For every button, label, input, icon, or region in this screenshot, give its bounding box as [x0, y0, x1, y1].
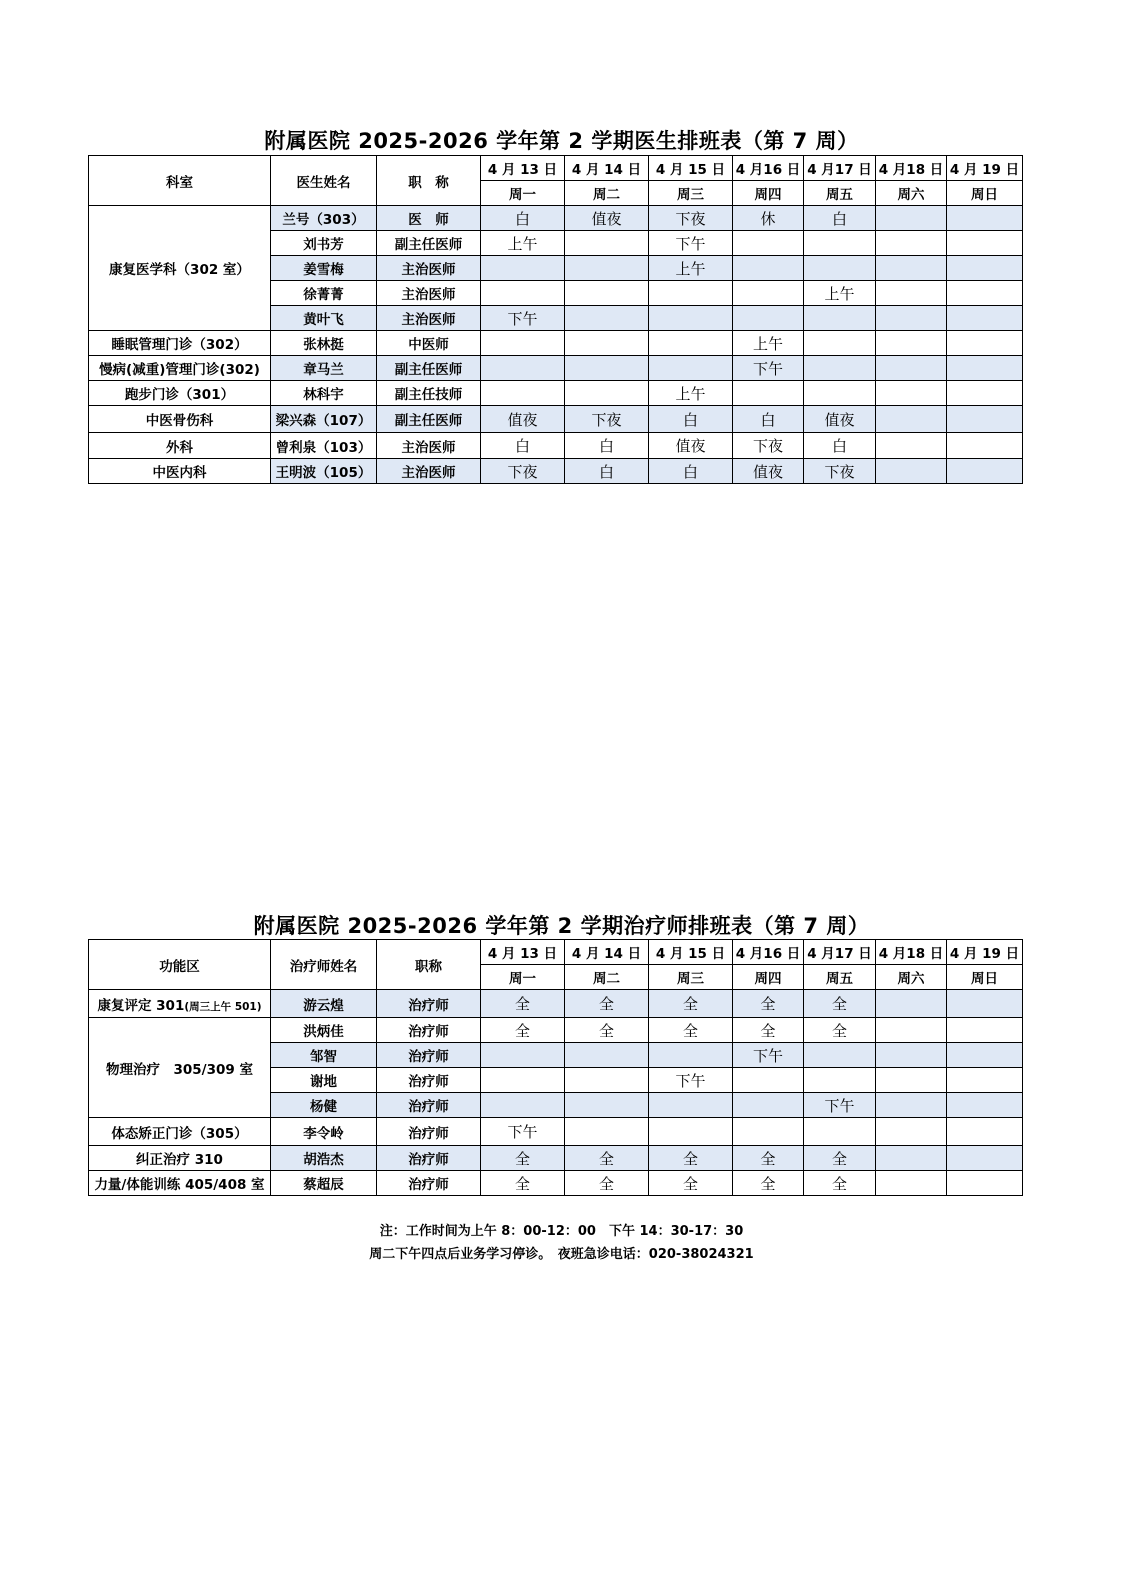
shift-cell: [481, 256, 565, 281]
shift-cell: 全: [481, 1146, 565, 1171]
shift-cell: 全: [565, 1171, 649, 1196]
date-header: 4 月 15 日: [649, 940, 733, 965]
date-header: 4 月17 日: [804, 940, 876, 965]
date-header: 4 月 14 日: [565, 156, 649, 181]
shift-cell: [947, 1018, 1023, 1043]
staff-name-cell: 蔡超辰: [271, 1171, 377, 1196]
schedule-row: [89, 1118, 1023, 1146]
staff-title-cell: 治疗师: [377, 1018, 481, 1043]
shift-cell: [733, 1118, 804, 1146]
shift-cell: [876, 433, 947, 459]
shift-cell: 上午: [649, 381, 733, 406]
shift-cell: [565, 306, 649, 331]
schedule-row: [89, 406, 1023, 433]
shift-cell: 白: [649, 406, 733, 433]
staff-name-cell: 徐菁菁: [271, 281, 377, 306]
shift-cell: [876, 281, 947, 306]
shift-cell: [481, 331, 565, 356]
header-row-dates: [89, 156, 1023, 181]
header-dept: 功能区: [89, 940, 271, 990]
shift-cell: 上午: [733, 331, 804, 356]
staff-title-cell: 中医师: [377, 331, 481, 356]
schedule-row: [89, 1171, 1023, 1196]
schedule-row: [89, 1146, 1023, 1171]
department-cell: [89, 206, 271, 331]
shift-cell: 白: [649, 459, 733, 484]
department-label: 外科: [166, 439, 193, 456]
doctor-schedule-title: 附属医院 2025-2026 学年第 2 学期医生排班表（第 7 周）: [264, 129, 859, 153]
shift-cell: [804, 381, 876, 406]
shift-cell: [804, 1068, 876, 1093]
staff-title-cell: 主治医师: [377, 281, 481, 306]
staff-name-cell: 邹智: [271, 1043, 377, 1068]
shift-cell: [649, 306, 733, 331]
staff-name-cell: 黄叶飞: [271, 306, 377, 331]
schedule-row: [89, 206, 1023, 231]
shift-cell: [804, 331, 876, 356]
shift-cell: 下午: [733, 1043, 804, 1068]
shift-cell: 白: [733, 406, 804, 433]
shift-cell: [733, 381, 804, 406]
header-name: 治疗师姓名: [271, 940, 377, 990]
shift-cell: [876, 1171, 947, 1196]
shift-cell: 全: [565, 1018, 649, 1043]
staff-name-cell: 王明波（105）: [271, 459, 377, 484]
staff-name-cell: 谢地: [271, 1068, 377, 1093]
staff-name-cell: 曾利泉（103）: [271, 433, 377, 459]
shift-cell: [481, 281, 565, 306]
shift-cell: [804, 356, 876, 381]
shift-cell: 全: [481, 990, 565, 1018]
shift-cell: 白: [481, 433, 565, 459]
header-title: 职称: [377, 940, 481, 990]
department-note: (周三上午 501): [184, 1000, 262, 1013]
weekday-header: 周日: [947, 965, 1023, 990]
shift-cell: 全: [481, 1171, 565, 1196]
staff-name-cell: 刘书芳: [271, 231, 377, 256]
shift-cell: [947, 1093, 1023, 1118]
shift-cell: [876, 381, 947, 406]
shift-cell: [565, 331, 649, 356]
department-label: 慢病(减重)管理门诊(302): [99, 362, 260, 378]
staff-name-cell: 兰号（303）: [271, 206, 377, 231]
date-header: 4 月 19 日: [947, 156, 1023, 181]
shift-cell: [649, 1043, 733, 1068]
department-label: 睡眠管理门诊（302）: [111, 337, 248, 353]
staff-name-cell: 李令岭: [271, 1118, 377, 1146]
shift-cell: [947, 231, 1023, 256]
shift-cell: [947, 459, 1023, 484]
header-title: 职 称: [377, 156, 481, 206]
shift-cell: 下夜: [481, 459, 565, 484]
weekday-header: 周五: [804, 965, 876, 990]
emergency-phone-note: 周二下午四点后业务学习停诊。 夜班急诊电话：020-38024321: [369, 1247, 754, 1262]
working-hours-note: 注：工作时间为上午 8：00-12：00 下午 14：30-17：30: [379, 1224, 744, 1239]
shift-cell: 下夜: [649, 206, 733, 231]
shift-cell: [481, 381, 565, 406]
shift-cell: [565, 256, 649, 281]
department-label: 纠正治疗 310: [136, 1152, 223, 1168]
shift-cell: 全: [733, 1171, 804, 1196]
header-name: 医生姓名: [271, 156, 377, 206]
shift-cell: 全: [804, 1171, 876, 1196]
shift-cell: 下夜: [804, 459, 876, 484]
header-dept: 科室: [89, 156, 271, 206]
shift-cell: [876, 331, 947, 356]
shift-cell: 全: [565, 990, 649, 1018]
shift-cell: 全: [481, 1018, 565, 1043]
shift-cell: [733, 1068, 804, 1093]
shift-cell: [804, 306, 876, 331]
shift-cell: [804, 256, 876, 281]
shift-cell: 值夜: [565, 206, 649, 231]
doctor-schedule-table: [88, 155, 1023, 484]
shift-cell: [565, 356, 649, 381]
shift-cell: [947, 381, 1023, 406]
shift-cell: [733, 306, 804, 331]
staff-name-cell: 林科宇: [271, 381, 377, 406]
weekday-header: 周三: [649, 181, 733, 206]
department-label: 跑步门诊（301）: [124, 387, 235, 403]
staff-title-cell: 治疗师: [377, 1171, 481, 1196]
shift-cell: [947, 1118, 1023, 1146]
date-header: 4 月18 日: [876, 156, 947, 181]
schedule-row: [89, 331, 1023, 356]
shift-cell: 全: [804, 1146, 876, 1171]
shift-cell: 全: [565, 1146, 649, 1171]
weekday-header: 周五: [804, 181, 876, 206]
staff-title-cell: 主治医师: [377, 256, 481, 281]
weekday-header: 周一: [481, 181, 565, 206]
shift-cell: [565, 1093, 649, 1118]
schedule-row: [89, 1018, 1023, 1043]
shift-cell: [733, 281, 804, 306]
shift-cell: [565, 231, 649, 256]
department-cell: [89, 331, 271, 356]
shift-cell: [733, 1093, 804, 1118]
staff-title-cell: 副主任技师: [377, 381, 481, 406]
shift-cell: [876, 306, 947, 331]
shift-cell: 上午: [804, 281, 876, 306]
schedule-row: [89, 356, 1023, 381]
shift-cell: 全: [649, 1018, 733, 1043]
shift-cell: [733, 231, 804, 256]
shift-cell: [876, 459, 947, 484]
shift-cell: [876, 256, 947, 281]
shift-cell: [649, 356, 733, 381]
staff-title-cell: 治疗师: [377, 1043, 481, 1068]
department-label: 中医骨伤科: [145, 413, 214, 429]
shift-cell: 下夜: [565, 406, 649, 433]
shift-cell: 白: [804, 433, 876, 459]
shift-cell: [649, 1093, 733, 1118]
weekday-header: 周三: [649, 965, 733, 990]
date-header: 4 月 13 日: [481, 156, 565, 181]
shift-cell: [804, 1118, 876, 1146]
staff-title-cell: 治疗师: [377, 1068, 481, 1093]
header-row-dates: [89, 940, 1023, 965]
shift-cell: [481, 1068, 565, 1093]
staff-title-cell: 治疗师: [377, 1093, 481, 1118]
shift-cell: 下午: [649, 1068, 733, 1093]
shift-cell: [649, 281, 733, 306]
shift-cell: [876, 231, 947, 256]
department-cell: [89, 381, 271, 406]
shift-cell: 下午: [481, 1118, 565, 1146]
shift-cell: 全: [804, 1018, 876, 1043]
staff-title-cell: 治疗师: [377, 990, 481, 1018]
therapist-schedule-table: [88, 939, 1023, 1196]
shift-cell: [947, 306, 1023, 331]
shift-cell: [733, 256, 804, 281]
weekday-header: 周四: [733, 965, 804, 990]
shift-cell: 值夜: [481, 406, 565, 433]
shift-cell: 全: [733, 1018, 804, 1043]
department-cell: [89, 1018, 271, 1118]
shift-cell: [947, 1043, 1023, 1068]
weekday-header: 周六: [876, 965, 947, 990]
staff-title-cell: 主治医师: [377, 306, 481, 331]
shift-cell: [876, 1146, 947, 1171]
staff-title-cell: 治疗师: [377, 1118, 481, 1146]
weekday-header: 周四: [733, 181, 804, 206]
staff-title-cell: 副主任医师: [377, 231, 481, 256]
shift-cell: [876, 990, 947, 1018]
weekday-header: 周一: [481, 965, 565, 990]
shift-cell: 休: [733, 206, 804, 231]
staff-name-cell: 胡浩杰: [271, 1146, 377, 1171]
shift-cell: 值夜: [733, 459, 804, 484]
staff-name-cell: 杨健: [271, 1093, 377, 1118]
shift-cell: 全: [733, 990, 804, 1018]
staff-title-cell: 主治医师: [377, 459, 481, 484]
shift-cell: [947, 206, 1023, 231]
shift-cell: [876, 1043, 947, 1068]
shift-cell: [947, 356, 1023, 381]
shift-cell: 上午: [649, 256, 733, 281]
shift-cell: [876, 406, 947, 433]
shift-cell: 值夜: [804, 406, 876, 433]
date-header: 4 月 19 日: [947, 940, 1023, 965]
shift-cell: [649, 331, 733, 356]
shift-cell: 值夜: [649, 433, 733, 459]
staff-name-cell: 章马兰: [271, 356, 377, 381]
shift-cell: 白: [804, 206, 876, 231]
shift-cell: [947, 406, 1023, 433]
shift-cell: [947, 256, 1023, 281]
shift-cell: 下午: [481, 306, 565, 331]
schedule-row: [89, 990, 1023, 1018]
shift-cell: 白: [481, 206, 565, 231]
shift-cell: 白: [565, 459, 649, 484]
weekday-header: 周日: [947, 181, 1023, 206]
weekday-header: 周二: [565, 181, 649, 206]
staff-title-cell: 医 师: [377, 206, 481, 231]
shift-cell: 全: [649, 1146, 733, 1171]
shift-cell: [947, 1146, 1023, 1171]
shift-cell: [565, 381, 649, 406]
date-header: 4 月18 日: [876, 940, 947, 965]
shift-cell: [876, 1068, 947, 1093]
date-header: 4 月 13 日: [481, 940, 565, 965]
schedule-row: [89, 459, 1023, 484]
department-label: 康复评定 301: [97, 997, 185, 1014]
staff-name-cell: 梁兴森（107）: [271, 406, 377, 433]
department-cell: [89, 990, 271, 1018]
staff-name-cell: 姜雪梅: [271, 256, 377, 281]
shift-cell: [947, 331, 1023, 356]
weekday-header: 周二: [565, 965, 649, 990]
shift-cell: [481, 1043, 565, 1068]
shift-cell: [947, 1171, 1023, 1196]
shift-cell: [565, 281, 649, 306]
shift-cell: [481, 1093, 565, 1118]
staff-title-cell: 副主任医师: [377, 406, 481, 433]
department-label: 康复医学科（302 室）: [109, 262, 250, 278]
shift-cell: 全: [733, 1146, 804, 1171]
shift-cell: 下午: [733, 356, 804, 381]
staff-title-cell: 副主任医师: [377, 356, 481, 381]
shift-cell: 下午: [649, 231, 733, 256]
staff-name-cell: 洪炳佳: [271, 1018, 377, 1043]
date-header: 4 月16 日: [733, 156, 804, 181]
shift-cell: [876, 1118, 947, 1146]
shift-cell: [876, 356, 947, 381]
shift-cell: [947, 433, 1023, 459]
department-cell: [89, 1146, 271, 1171]
department-cell: [89, 406, 271, 433]
department-cell: [89, 356, 271, 381]
department-cell: [89, 1171, 271, 1196]
shift-cell: 全: [649, 990, 733, 1018]
therapist-schedule-title: 附属医院 2025-2026 学年第 2 学期治疗师排班表（第 7 周）: [253, 914, 870, 938]
department-cell: [89, 433, 271, 459]
shift-cell: [565, 1043, 649, 1068]
department-cell: [89, 1118, 271, 1146]
shift-cell: [565, 1118, 649, 1146]
shift-cell: [876, 1093, 947, 1118]
shift-cell: 全: [804, 990, 876, 1018]
shift-cell: [649, 1118, 733, 1146]
department-label: 物理治疗 305/309 室: [106, 1061, 253, 1078]
staff-name-cell: 游云煌: [271, 990, 377, 1018]
date-header: 4 月17 日: [804, 156, 876, 181]
shift-cell: [876, 206, 947, 231]
staff-title-cell: 治疗师: [377, 1146, 481, 1171]
shift-cell: [804, 1043, 876, 1068]
department-cell: [89, 459, 271, 484]
department-label: 力量/体能训练 405/408 室: [94, 1177, 265, 1193]
shift-cell: 白: [565, 433, 649, 459]
department-label: 中医内科: [152, 465, 207, 481]
staff-title-cell: 主治医师: [377, 433, 481, 459]
schedule-row: [89, 381, 1023, 406]
shift-cell: 下午: [804, 1093, 876, 1118]
date-header: 4 月16 日: [733, 940, 804, 965]
date-header: 4 月 15 日: [649, 156, 733, 181]
staff-name-cell: 张林挺: [271, 331, 377, 356]
shift-cell: [481, 356, 565, 381]
shift-cell: 下夜: [733, 433, 804, 459]
schedule-row: [89, 433, 1023, 459]
shift-cell: [947, 990, 1023, 1018]
shift-cell: 上午: [481, 231, 565, 256]
shift-cell: [876, 1018, 947, 1043]
shift-cell: 全: [649, 1171, 733, 1196]
department-label: 体态矫正门诊（305）: [111, 1125, 248, 1142]
weekday-header: 周六: [876, 181, 947, 206]
shift-cell: [947, 281, 1023, 306]
shift-cell: [947, 1068, 1023, 1093]
shift-cell: [804, 231, 876, 256]
date-header: 4 月 14 日: [565, 940, 649, 965]
shift-cell: [565, 1068, 649, 1093]
